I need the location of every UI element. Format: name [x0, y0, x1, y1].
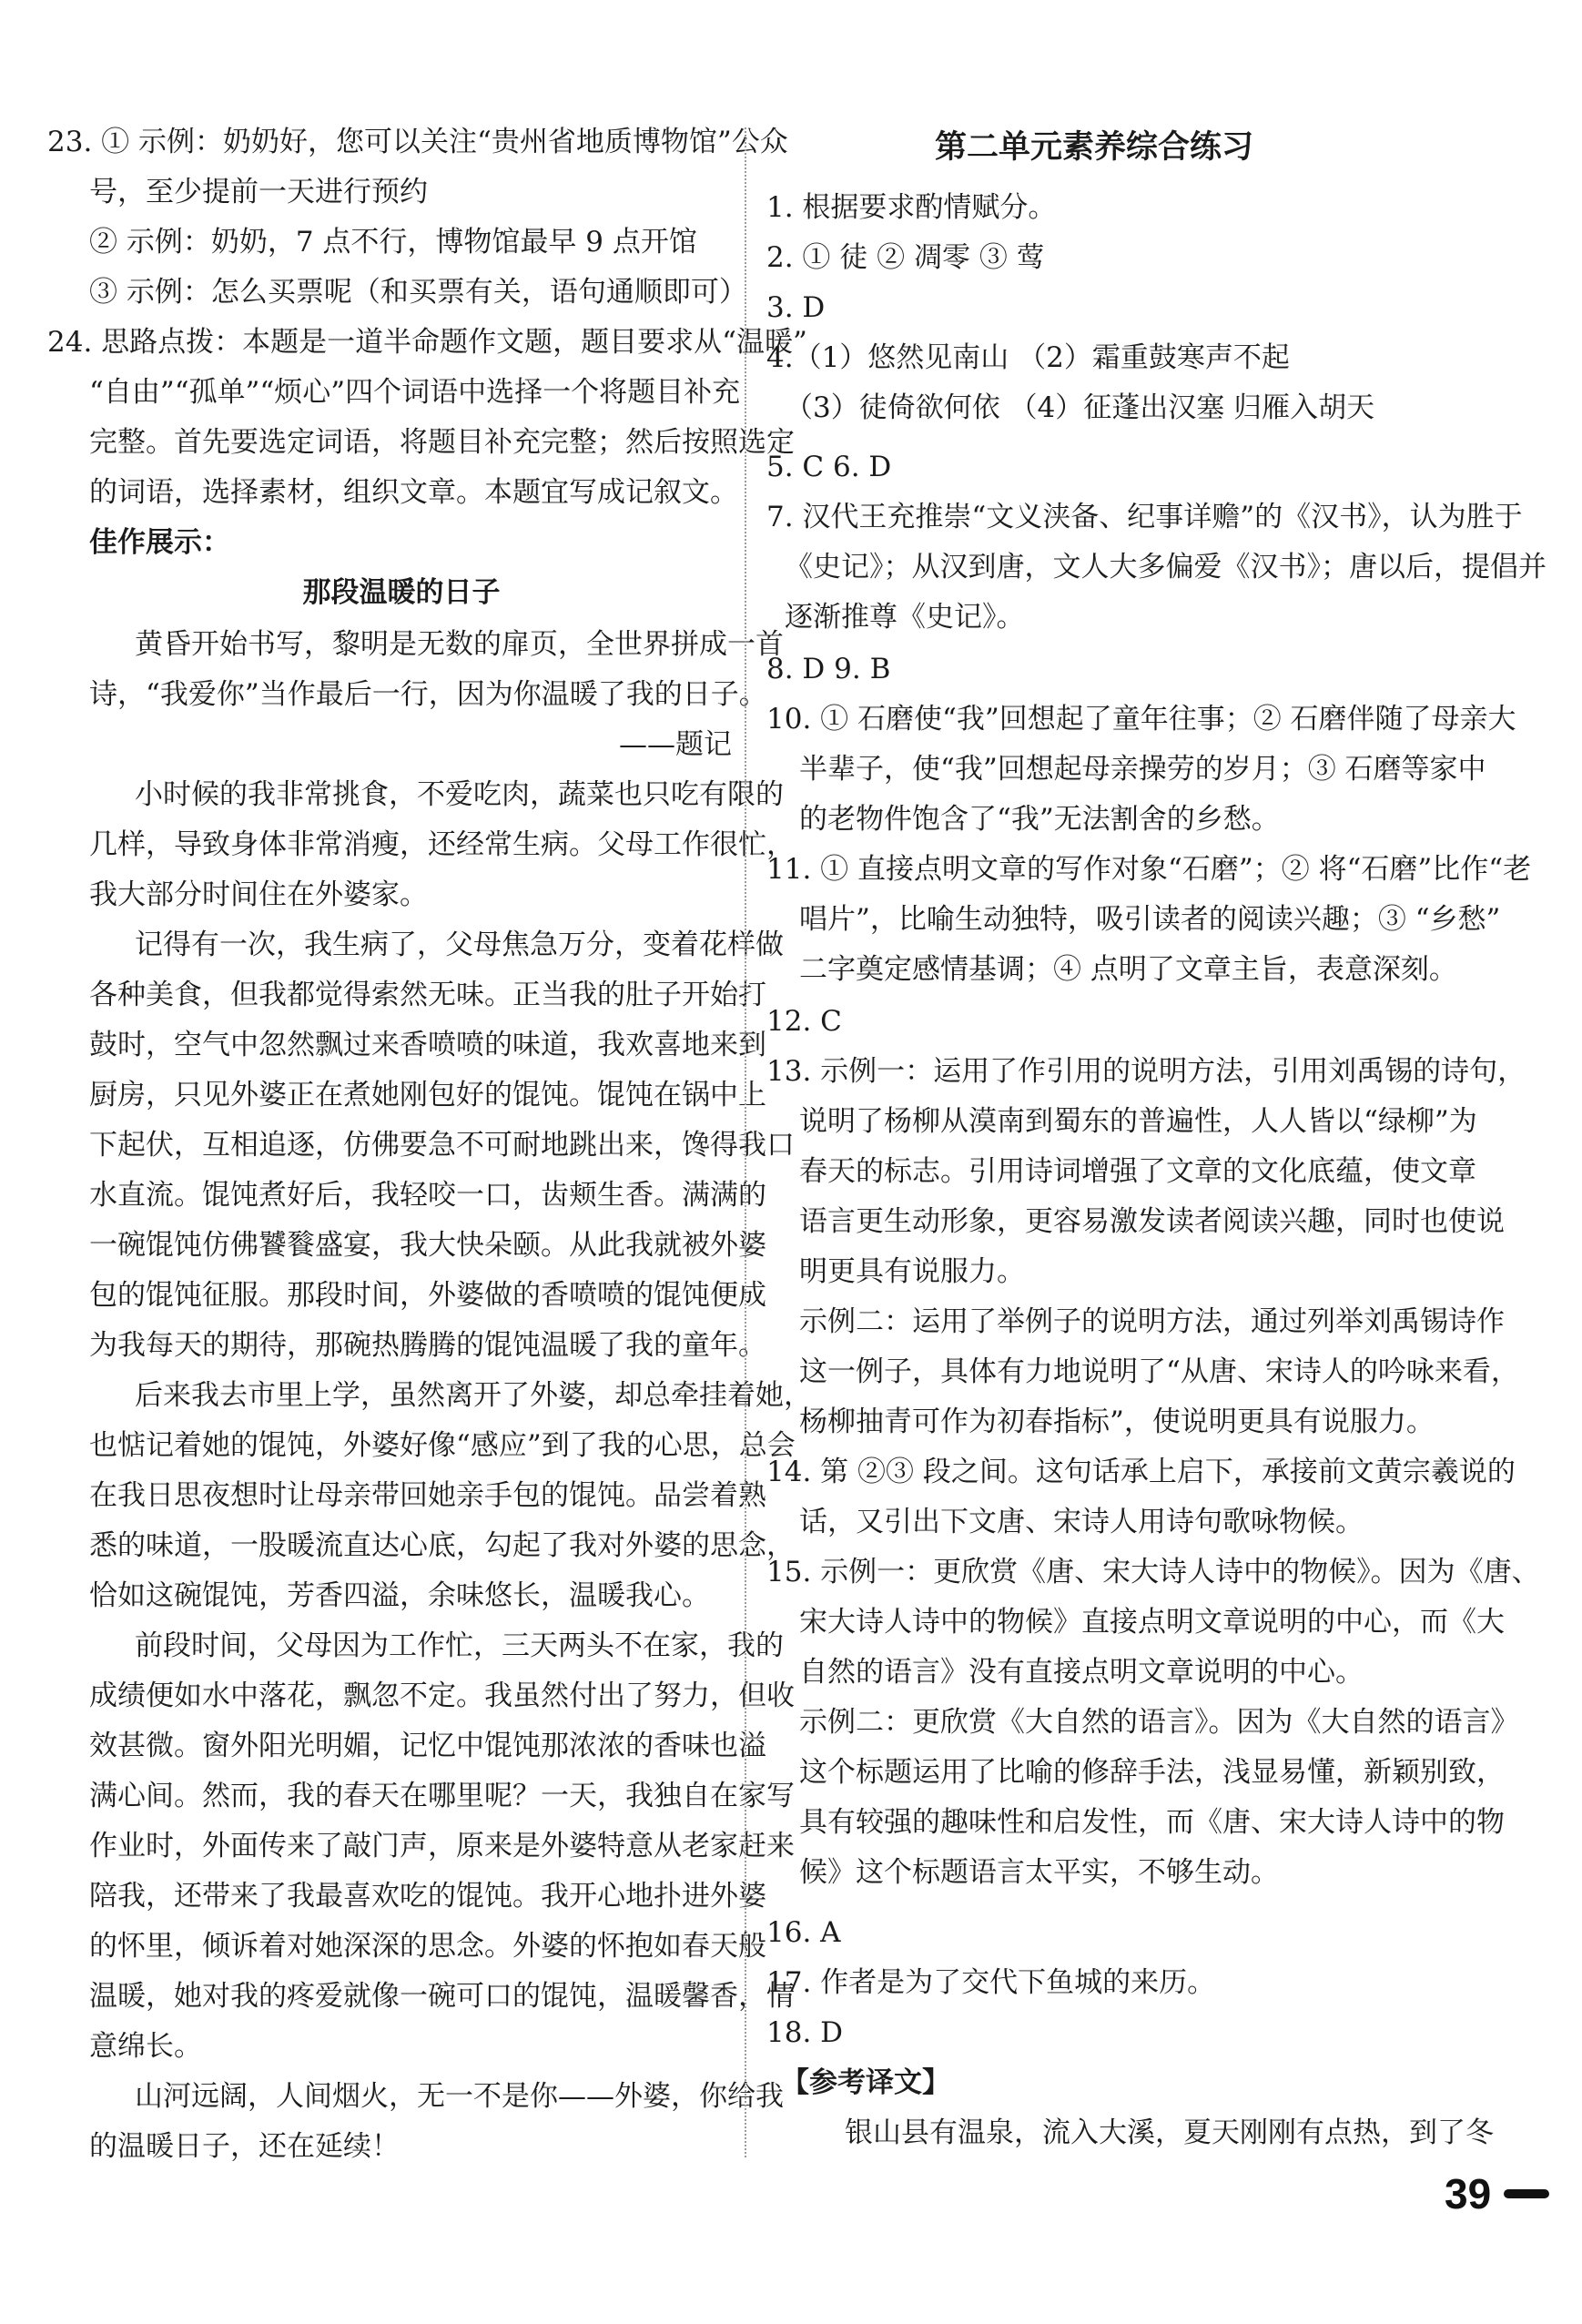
page-number-bar: [1504, 2189, 1549, 2198]
reference-translation-heading: 【参考译文】: [781, 2066, 950, 2099]
essay-line: 小时候的我非常挑食，不爱吃肉，蔬菜也只吃有限的: [135, 778, 784, 811]
answer-line: 宋大诗人诗中的物候》直接点明文章说明的中心，而《大: [799, 1606, 1505, 1639]
q23-line-2: 号，至少提前一天进行预约: [89, 176, 428, 208]
answer-line: 3. D: [766, 291, 826, 324]
answer-line: 11. ① 直接点明文章的写作对象“石磨”；② 将“石磨”比作“老: [766, 853, 1532, 886]
essay-line: 包的馄饨征服。那段时间，外婆做的香喷喷的馄饨便成: [89, 1279, 766, 1312]
answer-line: 半辈子，使“我”回想起母亲操劳的岁月；③ 石磨等家中: [799, 753, 1486, 786]
answer-line: 唱片”，比喻生动独特，吸引读者的阅读兴趣；③ “乡愁”: [799, 903, 1501, 936]
answer-line: 15. 示例一：更欣赏《唐、宋大诗人诗中的物候》。因为《唐、: [766, 1556, 1540, 1588]
answer-line: 春天的标志。引用诗词增强了文章的文化底蕴，使文章: [799, 1155, 1476, 1188]
answer-line: 《史记》；从汉到唐，文人大多偏爱《汉书》；唐以后，提倡并: [785, 551, 1547, 584]
answer-line: 8. D 9. B: [766, 653, 891, 685]
answer-line: 7. 汉代王充推崇“文义浃备、纪事详赡”的《汉书》，认为胜于: [766, 501, 1523, 533]
essay-line: 诗，“我爱你”当作最后一行，因为你温暖了我的日子。: [89, 678, 767, 711]
answer-line: 具有较强的趣味性和启发性，而《唐、宋大诗人诗中的物: [799, 1806, 1505, 1839]
answer-line: 13. 示例一：运用了作引用的说明方法，引用刘禹锡的诗句，: [766, 1055, 1526, 1088]
q24-line-4: 的词语，选择素材，组织文章。本题宜写成记叙文。: [89, 476, 738, 509]
showcase-label: 佳作展示：: [89, 526, 230, 559]
essay-line: 作业时，外面传来了敲门声，原来是外婆特意从老家赶来: [89, 1830, 795, 1862]
q24-line-3: 完整。首先要选定词语，将题目补充完整；然后按照选定: [89, 426, 795, 459]
answer-line: 17. 作者是为了交代下鱼城的来历。: [766, 1966, 1216, 1999]
essay-line: 我大部分时间住在外婆家。: [89, 878, 428, 911]
answer-line: 5. C 6. D: [766, 451, 892, 483]
answer-line: 自然的语言》没有直接点明文章说明的中心。: [799, 1656, 1364, 1689]
answer-line: 12. C: [766, 1005, 842, 1038]
answer-line: 话，又引出下文唐、宋诗人用诗句歌咏物候。: [799, 1506, 1364, 1538]
essay-line: 山河远阔，人间烟火，无一不是你——外婆，你给我: [135, 2080, 784, 2113]
answer-line: 杨柳抽青可作为初春指标”，使说明更具有说服力。: [799, 1406, 1435, 1438]
answer-line: 明更具有说服力。: [799, 1255, 1025, 1288]
essay-line: 效甚微。窗外阳光明媚，记忆中馄饨那浓浓的香味也溢: [89, 1730, 766, 1762]
essay-line: 在我日思夜想时让母亲带回她亲手包的馄饨。品尝着熟: [89, 1479, 766, 1512]
answer-line: 示例二：更欣赏《大自然的语言》。因为《大自然的语言》: [799, 1706, 1519, 1739]
essay-title: 那段温暖的日子: [302, 576, 501, 609]
essay-line: 悉的味道，一股暖流直达心底，勾起了我对外婆的思念，: [89, 1529, 795, 1562]
answer-line: 语言更生动形象，更容易激发读者阅读兴趣，同时也使说: [799, 1205, 1505, 1238]
essay-line: 几样，导致身体非常消瘦，还经常生病。父母工作很忙，: [89, 828, 795, 861]
answer-line: 的老物件饱含了“我”无法割舍的乡愁。: [799, 803, 1280, 836]
answer-line: 14. 第 ②③ 段之间。这句话承上启下，承接前文黄宗羲说的: [766, 1456, 1516, 1488]
answer-line: 候》这个标题语言太平实，不够生动。: [799, 1856, 1279, 1889]
essay-line: 下起伏，互相追逐，仿佛要急不可耐地跳出来，馋得我口: [89, 1129, 795, 1162]
answer-line: 这一例子，具体有力地说明了“从唐、宋诗人的吟咏来看，: [799, 1355, 1519, 1388]
essay-line: 温暖，她对我的疼爱就像一碗可口的馄饨，温暖馨香，情: [89, 1980, 795, 2013]
answer-line: 2. ① 徒 ② 凋零 ③ 莺: [766, 241, 1045, 274]
answer-line: （3）徒倚欲何依 （4）征蓬出汉塞 归雁入胡天: [785, 391, 1375, 424]
essay-line: 水直流。馄饨煮好后，我轻咬一口，齿颊生香。满满的: [89, 1179, 766, 1212]
answer-line: 说明了杨柳从漠南到蜀东的普遍性，人人皆以“绿柳”为: [799, 1105, 1477, 1138]
essay-line: 意绵长。: [89, 2030, 202, 2063]
essay-line: 恰如这碗馄饨，芳香四溢，余味悠长，温暖我心。: [89, 1579, 710, 1612]
answer-line: 银山县有温泉，流入大溪，夏天刚刚有点热，到了冬: [845, 2116, 1494, 2149]
essay-line: 一碗馄饨仿佛饕餮盛宴，我大快朵颐。从此我就被外婆: [89, 1229, 766, 1262]
q23-line-4: ③ 示例：怎么买票呢（和买票有关，语句通顺即可）: [89, 276, 747, 309]
q23-line-3: ② 示例：奶奶，7 点不行，博物馆最早 9 点开馆: [89, 226, 697, 259]
essay-line: 的怀里，倾诉着对她深深的思念。外婆的怀抱如春天般: [89, 1930, 766, 1963]
answer-line: 4.（1）悠然见南山 （2）霜重鼓寒声不起: [766, 341, 1290, 374]
answer-line: 这个标题运用了比喻的修辞手法，浅显易懂，新颖别致，: [799, 1756, 1505, 1789]
column-divider: [745, 127, 746, 2157]
answer-line: 1. 根据要求酌情赋分。: [766, 191, 1057, 224]
q23-line-1: 23. ① 示例：奶奶好，您可以关注“贵州省地质博物馆”公众: [47, 126, 788, 158]
essay-line: 为我每天的期待，那碗热腾腾的馄饨温暖了我的童年。: [89, 1329, 766, 1362]
q24-line-2: “自由”“孤单”“烦心”四个词语中选择一个将题目补充: [89, 376, 741, 409]
answer-line: 逐渐推尊《史记》。: [785, 601, 1025, 634]
answer-line: 10. ① 石磨使“我”回想起了童年往事；② 石磨伴随了母亲大: [766, 703, 1516, 736]
essay-line: 也惦记着她的馄饨，外婆好像“感应”到了我的心思，总会: [89, 1429, 796, 1462]
essay-line: 前段时间，父母因为工作忙，三天两头不在家，我的: [135, 1629, 784, 1662]
essay-line: 的温暖日子，还在延续！: [89, 2130, 400, 2163]
page-number: 39: [1445, 2170, 1492, 2217]
essay-epigraph-attribution: ——题记: [619, 728, 732, 761]
essay-line: 后来我去市里上学，虽然离开了外婆，却总牵挂着她，: [135, 1379, 812, 1412]
essay-line: 成绩便如水中落花，飘忽不定。我虽然付出了努力，但收: [89, 1680, 795, 1712]
essay-line: 满心间。然而，我的春天在哪里呢？一天，我独自在家写: [89, 1780, 795, 1812]
answer-line: 18. D: [766, 2016, 844, 2049]
essay-line: 黄昏开始书写，黎明是无数的扉页，全世界拼成一首: [135, 628, 784, 661]
essay-line: 陪我，还带来了我最喜欢吃的馄饨。我开心地扑进外婆: [89, 1880, 766, 1913]
q24-line-1: 24. 思路点拨：本题是一道半命题作文题，题目要求从“温暖”: [47, 326, 807, 359]
essay-line: 各种美食，但我都觉得索然无味。正当我的肚子开始打: [89, 979, 766, 1011]
essay-line: 鼓时，空气中忽然飘过来香喷喷的味道，我欢喜地来到: [89, 1029, 766, 1061]
answer-line: 示例二：运用了举例子的说明方法，通过列举刘禹锡诗作: [799, 1305, 1505, 1338]
answer-line: 二字奠定感情基调；④ 点明了文章主旨，表意深刻。: [799, 953, 1457, 986]
section-title: 第二单元素养综合练习: [935, 128, 1254, 166]
essay-line: 记得有一次，我生病了，父母焦急万分，变着花样做: [135, 929, 784, 961]
essay-line: 厨房，只见外婆正在煮她刚包好的馄饨。馄饨在锅中上: [89, 1079, 766, 1111]
answer-line: 16. A: [766, 1916, 841, 1949]
